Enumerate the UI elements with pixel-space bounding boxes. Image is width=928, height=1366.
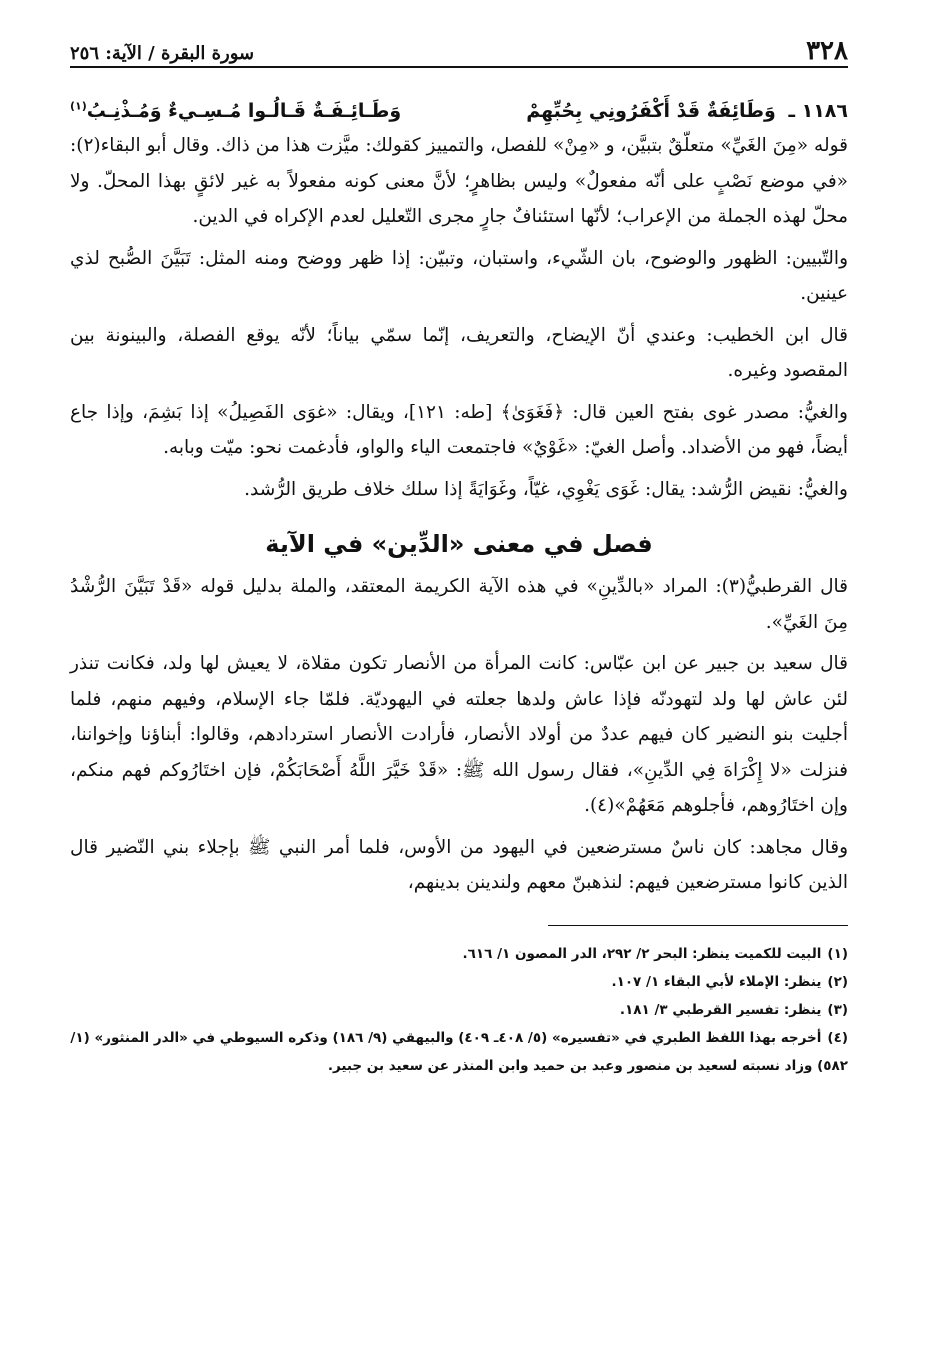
commentary-top	[70, 128, 848, 507]
footnote-text: ينظر: تفسير القرطبي ٣/ ١٨١.	[619, 1001, 822, 1018]
paragraph: والغيُّ: مصدر غوى بفتح العين قال: ﴿فَغَوَىٰ﴾ [طه: ١٢١]، ويقال: «غوَى الفَصِيلُ» إذا بَشِمَ، وإذا جاع أيضاً، فهو من الأضداد. وأصل الغيّ: «غَوْيٌ» فاجتمعت الياء والواو، فأدغمت نحو: ميّت وبابه.	[70, 401, 848, 458]
footnote-2	[70, 968, 848, 996]
footnote-number: (٢)	[827, 973, 848, 990]
verse-first-hemistich	[526, 100, 848, 122]
footnote-text: البيت للكميت ينظر: البحر ٢/ ٢٩٢، الدر المصون ١/ ٦١٦.	[462, 945, 822, 962]
paragraph: قال سعيد بن جبير عن ابن عبّاس: كانت المرأة من الأنصار تكون مقلاة، لا يعيش لها ولد، فكانت تنذر لئن عاش لها ولد لتهودنّه فإذا عاش ولدها جعلته في اليهوديّة. فلمّا جاء الإسلام، وفيهم منهم، فلما أجليت بنو النضير كان فيهم عددٌ من أولاد الأنصار، فأرادت الأنصار استردادهم، وقالوا: أبناؤنا وإخواننا، فنزلت «لا إِكْرَاهَ فِي الدِّينِ»، فقال رسول الله ﷺ: «قَدْ خَيَّرَ اللَّهُ أَصْحَابَكُمْ، فإن اختَارُوكم فهم منكم، وإن اختَارُوهم، فأجلوهم مَعَهُمْ»(٤).	[70, 653, 848, 816]
verse-footnote-ref: (١)	[70, 99, 87, 113]
paragraph: وقال مجاهد: كان ناسٌ مسترضعين في اليهود من الأوس، فلما أمر النبي ﷺ بإجلاء بني النّضير قال الذين كانوا مسترضعين فيهم: لنذهبنّ معهم ولندينن بدينهم،	[70, 836, 848, 893]
section-heading: فصل في معنى «الدِّين» في الآية	[265, 530, 653, 558]
paragraph: والغيُّ: نقيض الرُّشد: يقال: غَوَى يَغْوِي، غيّاً، وغَوَايَةً إذا سلك خلاف طريق الرُّشد.	[244, 478, 848, 500]
paragraph: قوله «مِنَ الغَيِّ» متعلّقٌ بتبيَّن، و «مِنْ» للفصل، والتمييز كقولك: ميَّزت هذا من ذاك. وقال أبو البقاء(٢): «في موضع نَصْبٍ على أنّه مفعولٌ» وليس بظاهرٍ؛ لأنَّ معنى كونه مفعولاً به غير لائقٍ بهذا المحلّ. ولا محلّ لهذه الجملة من الإعراب؛ لأنّها استئنافٌ جارٍ مجرى التّعليل لعدم الإكراه في الدين.	[70, 135, 848, 227]
commentary-bottom	[70, 569, 848, 901]
footnote-number: (٣)	[827, 1001, 848, 1018]
poetry-verse	[70, 94, 848, 128]
verse-number: ١١٨٦ ـ	[788, 100, 848, 122]
paragraph: قال ابن الخطيب: وعندي أنّ الإيضاح، والتعريف، إنّما سمّي بياناً؛ لأنّه يوقع الفصلة، والبينونة بين المقصود وغيره.	[70, 324, 848, 381]
footnote-4	[70, 1024, 848, 1080]
footnote-number: (١)	[827, 945, 848, 962]
verse-half-2: وَطَـائِـفَـةٌ قَـالُـوا مُـسِـيءٌ وَمُـذْنِـبُ	[86, 100, 402, 122]
footnote-1	[70, 940, 848, 968]
footnote-text: ينظر: الإملاء لأبي البقاء ١/ ١٠٧.	[611, 973, 822, 990]
footnote-3	[70, 996, 848, 1024]
footnotes	[70, 940, 848, 1080]
running-title: سورة البقرة / الآية: ٢٥٦	[70, 43, 255, 64]
footnote-text: أخرجه بهذا اللفظ الطبري في «تفسيره» (٥/ ٤٠٨ـ ٤٠٩) والبيهقي (٩/ ١٨٦) وذكره السيوطي في «الدر المنثور» (١/ ٥٨٢) وزاد نسبته لسعيد بن منصور وعبد بن حميد وابن المنذر عن سعيد بن جبير.	[70, 1029, 848, 1074]
verse-half-1: وَطَائِفَةٌ قَدْ أَكْفَرُونِي بِحُبِّهِمْ	[526, 100, 776, 122]
page-number: ٣٢٨	[806, 36, 848, 66]
footnote-number: (٤)	[827, 1029, 848, 1046]
book-page	[70, 28, 848, 1080]
paragraph: والتّبيين: الظهور والوضوح، بان الشّيء، واستبان، وتبيّن: إذا ظهر ووضح ومنه المثل: تَبَيَّنَ الصُّبح لذي عينين.	[70, 247, 848, 304]
footnote-separator	[548, 925, 848, 926]
verse-second-hemistich	[70, 100, 401, 122]
running-header	[70, 28, 848, 68]
paragraph: قال القرطبيُّ(٣): المراد «بالدِّينِ» في هذه الآية الكريمة المعتقد، والملة بدليل قوله «قَدْ تَبَيَّنَ الرُّشْدُ مِنَ الغَيِّ».	[70, 576, 848, 633]
